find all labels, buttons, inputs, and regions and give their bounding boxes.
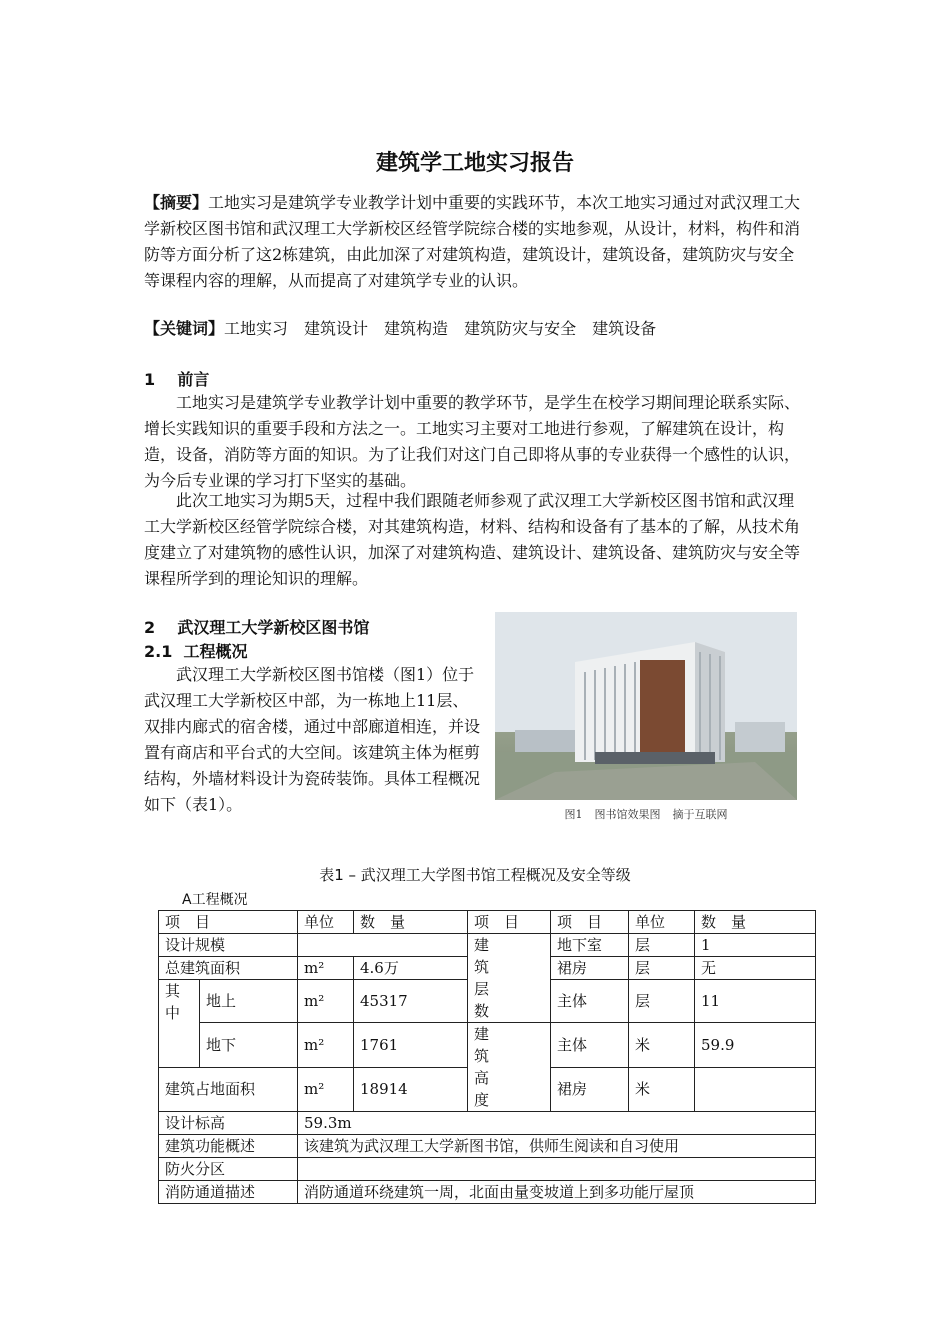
table-cell: 建筑高度 — [468, 1023, 551, 1112]
table-cell — [298, 1158, 816, 1181]
table-cell: 地下室 — [551, 934, 629, 957]
table-cell: m² — [298, 980, 354, 1023]
table-cell: 项 目 — [468, 911, 551, 934]
keyword: 建筑设备 — [592, 319, 657, 338]
keywords-label: 【关键词】 — [144, 319, 225, 338]
table-cell: 4.6万 — [354, 957, 468, 980]
keyword: 建筑构造 — [384, 319, 449, 338]
subsection-heading-overview: 2.1 工程概况 — [144, 642, 248, 661]
abstract — [144, 190, 809, 294]
table-cell: 数 量 — [354, 911, 468, 934]
keyword: 建筑设计 — [304, 319, 369, 338]
table-cell: 59.9 — [695, 1023, 816, 1068]
table-cell: 项 目 — [551, 911, 629, 934]
library-rendering-image — [495, 612, 797, 800]
table-cell: 主体 — [551, 1023, 629, 1068]
table-row — [159, 1181, 816, 1204]
table-cell: m² — [298, 1023, 354, 1068]
table-cell: 1 — [695, 934, 816, 957]
table-row — [159, 911, 816, 934]
table-row — [159, 1112, 816, 1135]
table-cell: m² — [298, 957, 354, 980]
table-cell: 层 — [629, 934, 695, 957]
table-cell: 59.3m — [298, 1112, 816, 1135]
table-cell: 防火分区 — [159, 1158, 298, 1181]
table-cell: 其中 — [159, 980, 200, 1068]
keyword: 工地实习 — [224, 319, 289, 338]
table-cell: 裙房 — [551, 1067, 629, 1112]
preface-paragraph-2: 此次工地实习为期5天，过程中我们跟随老师参观了武汉理工大学新校区图书馆和武汉理工大学新校区经管学院综合楼，对其建筑构造，材料、结构和设备有了基本的了解，从技术角度建立了对建筑物的感性认识，加深了对建筑构造、建筑设计、建筑设备、建筑防灾与安全等课程所学到的理论知识的理解。 — [144, 491, 801, 588]
table-cell: 裙房 — [551, 957, 629, 980]
document-title: 建筑学工地实习报告 — [375, 151, 574, 176]
table-cell: 11 — [695, 980, 816, 1023]
building-illustration — [495, 612, 797, 800]
table-cell: 1761 — [354, 1023, 468, 1068]
table-cell: 无 — [695, 957, 816, 980]
table-cell: 地下 — [200, 1023, 298, 1068]
project-overview-table — [158, 910, 816, 1204]
table-cell: 单位 — [629, 911, 695, 934]
table-cell: 18914 — [354, 1067, 468, 1112]
table-row — [159, 1023, 816, 1068]
figure-caption-text: 图书馆效果图 — [594, 808, 661, 821]
table-title: 表1 – 武汉理工大学图书馆工程概况及安全等级 — [319, 866, 631, 884]
table-cell: 建筑占地面积 — [159, 1067, 298, 1112]
figure-caption — [495, 806, 797, 822]
table-cell: 米 — [629, 1067, 695, 1112]
abstract-text: 工地实习是建筑学专业教学计划中重要的实践环节，本次工地实习通过对武汉理工大学新校区图书馆和武汉理工大学新校区经管学院综合楼的实地参观，从设计，材料，构件和消防等方面分析了这2栋建筑，由此加深了对建筑构造，建筑设计，建筑设备，建筑防灾与安全等课程内容的理解，从而提高了对建筑学专业的认识。 — [144, 193, 801, 290]
table-cell: 消防通道描述 — [159, 1181, 298, 1204]
table-cell: 设计规模 — [159, 934, 298, 957]
table-cell: 项 目 — [159, 911, 298, 934]
table-subtitle: A工程概况 — [182, 892, 248, 908]
table-cell: m² — [298, 1067, 354, 1112]
table-cell — [695, 1067, 816, 1112]
table-row — [159, 934, 816, 957]
overview-paragraph: 武汉理工大学新校区图书馆楼（图1）位于武汉理工大学新校区中部，为一栋地上11层、双排内廊式的宿舍楼，通过中部廊道相连，并设置有商店和平台式的大空间。该建筑主体为框剪结构，外墙材料设计为瓷砖装饰。具体工程概况如下（表1）。 — [144, 665, 481, 814]
keyword: 建筑防灾与安全 — [464, 319, 577, 338]
table-row — [159, 1158, 816, 1181]
table-cell — [298, 934, 468, 957]
keywords — [144, 316, 809, 342]
abstract-label: 【摘要】 — [144, 193, 209, 212]
figure-source: 摘于互联网 — [672, 808, 728, 821]
table-cell: 数 量 — [695, 911, 816, 934]
table-cell: 设计标高 — [159, 1112, 298, 1135]
table-cell: 层 — [629, 980, 695, 1023]
table-row — [159, 1135, 816, 1158]
table-cell: 总建筑面积 — [159, 957, 298, 980]
preface-paragraph-1: 工地实习是建筑学专业教学计划中重要的教学环节，是学生在校学习期间理论联系实际、增长实践知识的重要手段和方法之一。工地实习主要对工地进行参观，了解建筑在设计，构造，设备，消防等方面的知识。为了让我们对这门自己即将从事的专业获得一个感性的认识，为今后专业课的学习打下坚实的基础。 — [144, 393, 801, 490]
section-heading-library: 2 武汉理工大学新校区图书馆 — [144, 618, 370, 637]
figure-number: 图1 — [564, 808, 583, 821]
table-cell: 该建筑为武汉理工大学新图书馆，供师生阅读和自习使用 — [298, 1135, 816, 1158]
table-cell: 建筑层数 — [468, 934, 551, 1023]
table-cell: 消防通道环绕建筑一周，北面由量变坡道上到多功能厅屋顶 — [298, 1181, 816, 1204]
table-cell: 层 — [629, 957, 695, 980]
table-cell: 单位 — [298, 911, 354, 934]
table-cell: 米 — [629, 1023, 695, 1068]
section-heading-preface: 1 前言 — [144, 370, 210, 389]
table-cell: 主体 — [551, 980, 629, 1023]
table-cell: 建筑功能概述 — [159, 1135, 298, 1158]
table-cell: 45317 — [354, 980, 468, 1023]
table-cell: 地上 — [200, 980, 298, 1023]
